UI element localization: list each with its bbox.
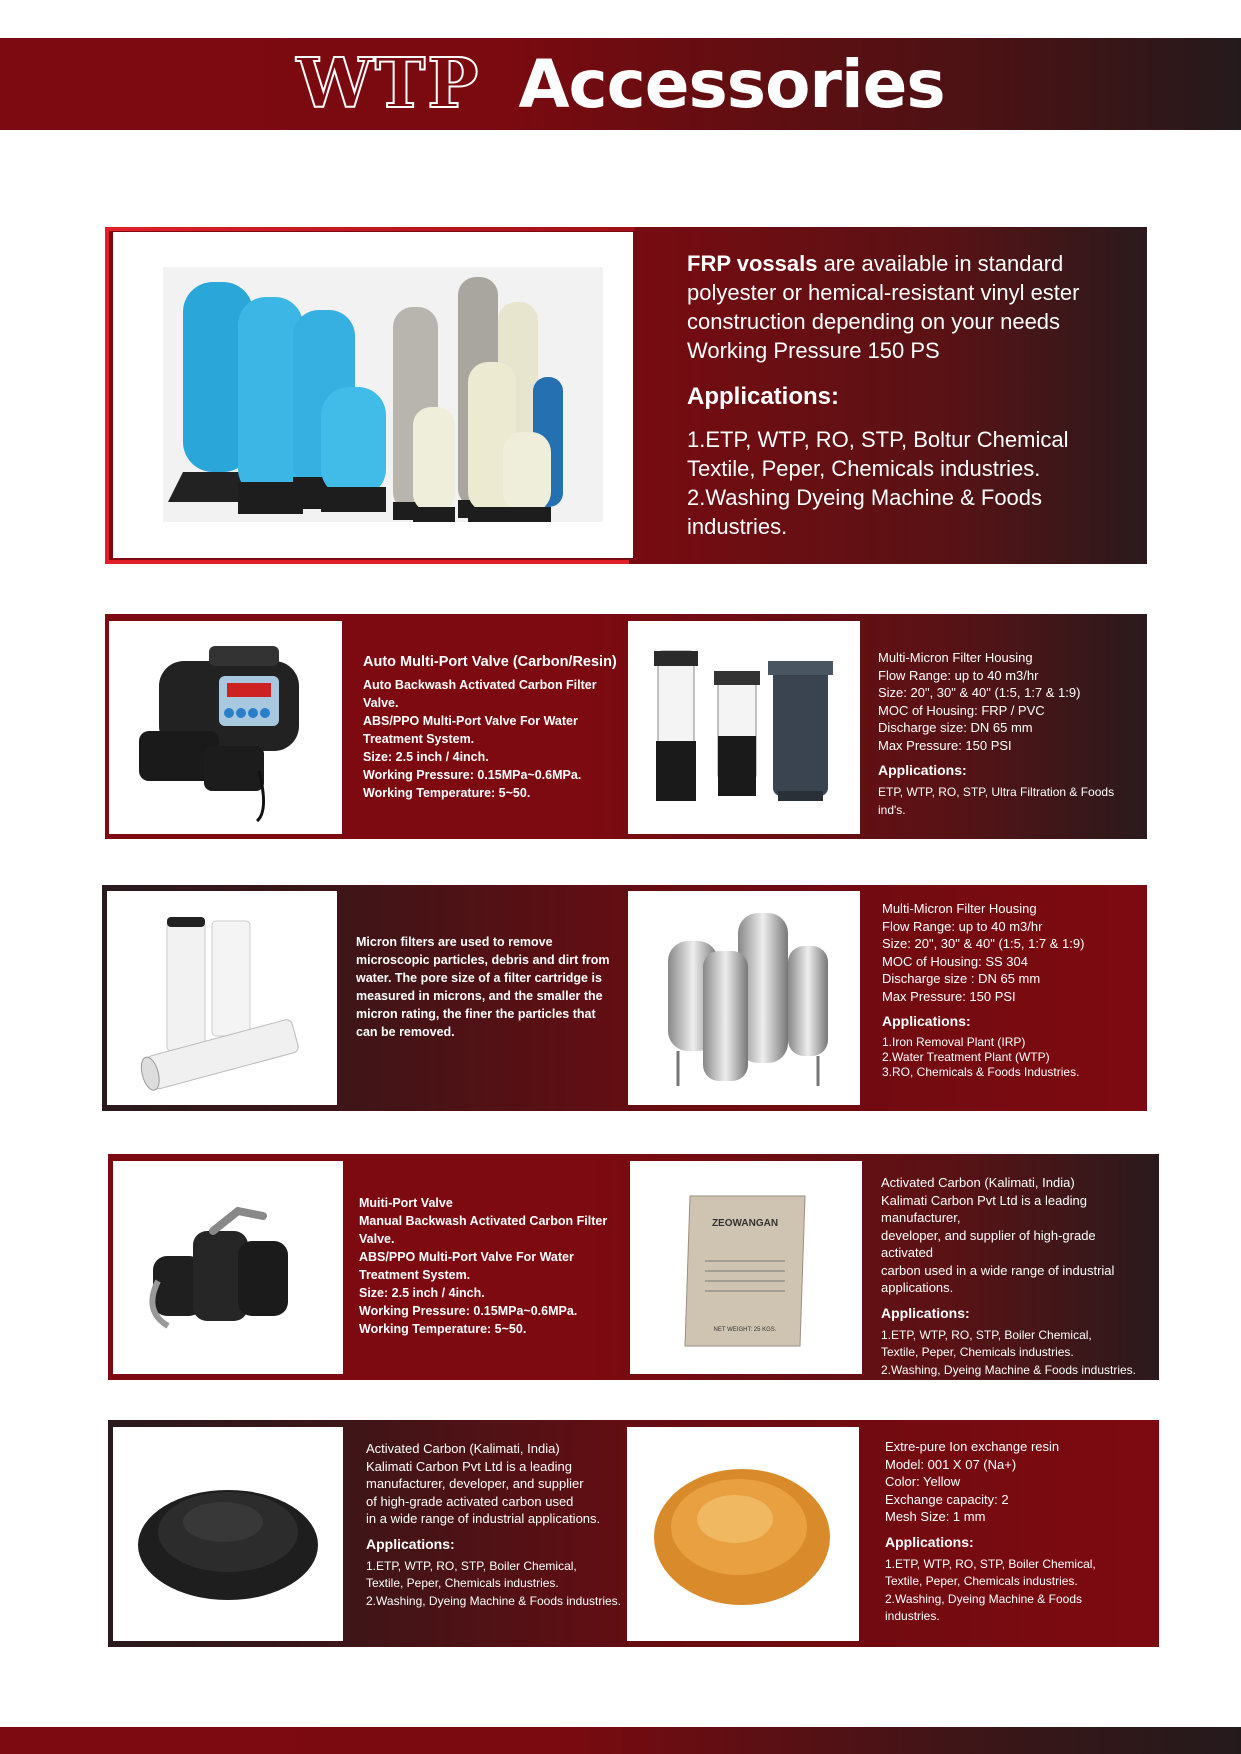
resin-line-3: Color: Yellow	[885, 1474, 961, 1489]
filter-ss-apps-line-3: 3.RO, Chemicals & Foods Industries.	[882, 1065, 1080, 1079]
carbon-granules-apps-line-3: 2.Washing, Dyeing Machine & Foods industries.	[366, 1593, 622, 1608]
carbon-granules-line-4: of high-grade activated carbon used	[366, 1493, 574, 1509]
resin-apps-heading: Applications:	[885, 1533, 974, 1550]
carbon-bag-apps-line-3: 2.Washing, Dyeing Machine & Foods industries.	[881, 1362, 1137, 1377]
carbon-granules-text	[366, 1440, 636, 1610]
carbon-bag-apps-line-2: Textile, Peper, Chemicals industries.	[881, 1345, 1074, 1359]
auto-valve-image	[109, 621, 342, 834]
manual-valve-line-6: Working Pressure: 0.15MPa~0.6MPa.	[359, 1304, 578, 1318]
carbon-bag-illustration	[630, 1161, 862, 1374]
frp-outline-top	[105, 227, 635, 231]
filter-frp-text	[878, 649, 1143, 819]
frp-lead-rest: are available in standard polyester or hemical-resistant vinyl ester construction depending on your needs Working Pressure 150 PS	[687, 251, 1080, 363]
resin-apps-line-4: industries.	[885, 1609, 940, 1623]
filter-ss-line-2: Flow Range: up to 40 m3/hr	[882, 918, 1043, 934]
manual-valve-line-3: ABS/PPO Multi-Port Valve For Water	[359, 1250, 574, 1264]
resin-apps-line-3: 2.Washing, Dyeing Machine & Foods	[885, 1591, 1082, 1606]
filter-frp-image	[628, 621, 860, 834]
carbon-bag-image	[630, 1161, 862, 1374]
bag-label: ZEOWANGAN	[711, 1218, 779, 1229]
auto-valve-text	[363, 654, 633, 802]
manual-valve-line-1: Muiti-Port Valve	[359, 1196, 453, 1210]
filter-ss-line-4: MOC of Housing: SS 304	[882, 953, 1028, 969]
valve-filter-panel	[105, 614, 1147, 839]
filter-frp-line-2: Flow Range: up to 40 m3/hr	[878, 667, 1039, 683]
manual-valve-line-7: Working Temperature: 5~50.	[359, 1322, 527, 1336]
footer-bar	[0, 1727, 1241, 1754]
frp-outline	[105, 227, 629, 564]
carbon-granules-line-5: in a wide range of industrial applications.	[366, 1511, 601, 1526]
carbon-bag-line-4: carbon used in a wide range of industrial	[881, 1262, 1115, 1278]
manual-valve-line-2: Manual Backwash Activated Carbon Filter Valve.	[359, 1214, 608, 1246]
title-accessories: Accessories	[518, 45, 945, 123]
auto-valve-line-3: Treatment System.	[363, 732, 475, 746]
resin-apps-line-2: Textile, Peper, Chemicals industries.	[885, 1574, 1078, 1588]
filter-frp-line-3: Size: 20", 30" & 40" (1:5, 1:7 & 1:9)	[878, 685, 1081, 700]
manual-valve-line-4: Treatment System.	[359, 1268, 471, 1282]
manual-valve-text	[359, 1194, 639, 1338]
auto-valve-title: Auto Multi-Port Valve (Carbon/Resin)	[363, 654, 617, 670]
frp-lead	[687, 249, 1107, 365]
carbon-granules-apps-line-1: 1.ETP, WTP, RO, STP, Boiler Chemical,	[366, 1558, 577, 1573]
frp-apps-heading: Applications:	[687, 383, 840, 410]
filter-frp-line-1: Multi-Micron Filter Housing	[878, 650, 1033, 665]
frp-apps-line-2: 2.Washing Dyeing Machine & Foods industries.	[687, 485, 1043, 539]
resin-line-1: Extre-pure Ion exchange resin	[885, 1439, 1060, 1454]
auto-valve-line-6: Working Temperature: 5~50.	[363, 786, 531, 800]
carbon-bag-text	[881, 1174, 1151, 1379]
auto-valve-line-1: Auto Backwash Activated Carbon Filter Valve.	[363, 678, 597, 710]
header-banner	[0, 38, 1241, 130]
filter-ss-image	[628, 891, 860, 1105]
carbon-granules-line-3: manufacturer, developer, and supplier	[366, 1476, 584, 1491]
micron-cartridge-illustration	[107, 891, 337, 1105]
micron-description: Micron filters are used to remove microscopic particles, debris and dirt from water. The pore size of a filter cartridge is measured in microns, and the smaller the micron rating, the finer the particles that can be removed.	[356, 935, 610, 1039]
auto-valve-line-5: Working Pressure: 0.15MPa~0.6MPa.	[363, 768, 582, 782]
carbon-resin-panel	[108, 1420, 1159, 1647]
carbon-granules-line-2: Kalimati Carbon Pvt Ltd is a leading	[366, 1458, 572, 1474]
resin-text	[885, 1438, 1145, 1626]
manual-valve-line-5: Size: 2.5 inch / 4inch.	[359, 1286, 485, 1300]
carbon-bag-line-2: Kalimati Carbon Pvt Ltd is a leading manufacturer,	[881, 1192, 1087, 1225]
carbon-bag-apps-heading: Applications:	[881, 1304, 970, 1321]
filter-ss-illustration	[628, 891, 860, 1105]
bag-weight: NET WEIGHT: 25 KGS.	[713, 1327, 777, 1333]
carbon-granules-apps-line-2: Textile, Peper, Chemicals industries.	[366, 1576, 559, 1590]
micron-cartridge-image	[107, 891, 337, 1105]
resin-apps-line-1: 1.ETP, WTP, RO, STP, Boiler Chemical,	[885, 1556, 1096, 1571]
auto-valve-illustration	[109, 621, 342, 834]
carbon-bag-apps-line-1: 1.ETP, WTP, RO, STP, Boiler Chemical,	[881, 1327, 1092, 1342]
carbon-granules-illustration	[113, 1427, 343, 1641]
filter-frp-line-5: Discharge size: DN 65 mm	[878, 720, 1033, 735]
resin-line-4: Exchange capacity: 2	[885, 1491, 1009, 1507]
resin-image	[627, 1427, 859, 1641]
filter-ss-line-1: Multi-Micron Filter Housing	[882, 901, 1037, 916]
filter-ss-apps-heading: Applications:	[882, 1013, 971, 1029]
filter-ss-apps-line-2: 2.Water Treatment Plant (WTP)	[882, 1050, 1050, 1064]
filter-ss-line-3: Size: 20", 30" & 40" (1:5, 1:7 & 1:9)	[882, 936, 1085, 951]
carbon-granules-line-1: Activated Carbon (Kalimati, India)	[366, 1441, 560, 1456]
frp-apps-line-1: 1.ETP, WTP, RO, STP, Boltur Chemical Textile, Peper, Chemicals industries.	[687, 427, 1069, 481]
micron-text	[356, 933, 616, 1041]
filter-ss-apps-line-1: 1.Iron Removal Plant (IRP)	[882, 1035, 1026, 1049]
filter-ss-text	[882, 900, 1142, 1080]
auto-valve-line-4: Size: 2.5 inch / 4inch.	[363, 750, 489, 764]
carbon-granules-image	[113, 1427, 343, 1641]
filter-ss-line-6: Max Pressure: 150 PSI	[882, 988, 1016, 1004]
filter-frp-line-4: MOC of Housing: FRP / PVC	[878, 702, 1045, 718]
manual-valve-illustration	[113, 1161, 343, 1374]
title-wtp: WTP	[296, 44, 481, 124]
manual-valve-carbon-panel	[108, 1154, 1159, 1380]
carbon-granules-apps-heading: Applications:	[366, 1535, 455, 1552]
filter-frp-apps-line-1: ETP, WTP, RO, STP, Ultra Filtration & Foods ind's.	[878, 785, 1115, 817]
carbon-bag-line-3: developer, and supplier of high-grade activated	[881, 1227, 1096, 1260]
carbon-bag-line-5: applications.	[881, 1280, 954, 1295]
micron-ss-panel	[102, 885, 1147, 1111]
filter-frp-line-6: Max Pressure: 150 PSI	[878, 737, 1012, 753]
manual-valve-image	[113, 1161, 343, 1374]
frp-description	[687, 249, 1107, 541]
resin-illustration	[627, 1427, 859, 1641]
filter-frp-illustration	[628, 621, 860, 834]
resin-line-2: Model: 001 X 07 (Na+)	[885, 1456, 1017, 1472]
frp-lead-bold: FRP vossals	[687, 251, 818, 276]
auto-valve-line-2: ABS/PPO Multi-Port Valve For Water	[363, 714, 578, 728]
resin-line-5: Mesh Size: 1 mm	[885, 1509, 986, 1524]
carbon-bag-line-1: Activated Carbon (Kalimati, India)	[881, 1175, 1075, 1190]
filter-frp-apps-heading: Applications:	[878, 762, 967, 778]
filter-ss-line-5: Discharge size : DN 65 mm	[882, 971, 1041, 986]
